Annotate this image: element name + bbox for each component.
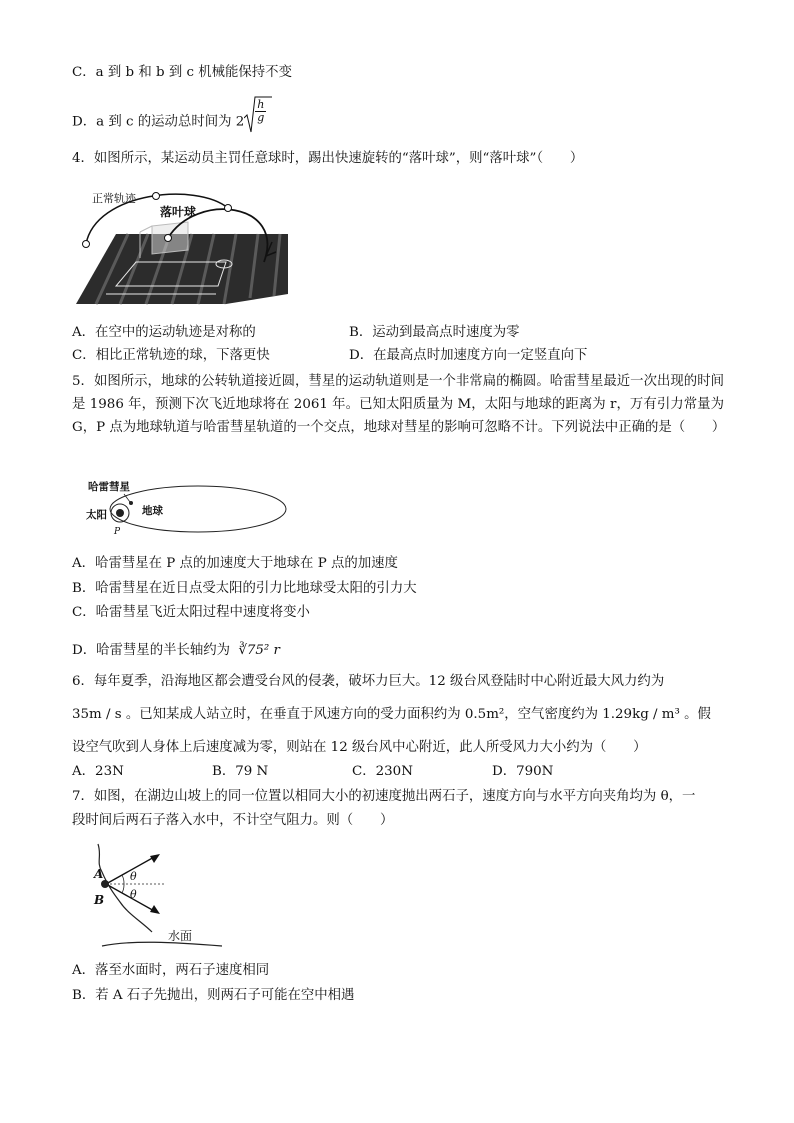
sun-icon (116, 509, 124, 517)
label-earth: 地球 (142, 505, 163, 517)
q3-option-d (72, 98, 280, 140)
q7-option-b: B．若 A 石子先抛出，则两石子可能在空中相遇 (72, 988, 355, 1003)
q5-stem: 5．如图所示，地球的公转轨道接近圆，彗星的运动轨道则是一个非常扁的椭圆。哈雷彗星最近一次出现的时间是 1986 年，预测下次飞近地球将在 2061 年。已知太阳质量为 M，太阳与地球的距离为 r，万有引力常量为 G，P 点为地球轨道与哈雷彗星轨道的一个交点，地球对彗星的影响可忽略不计。下列说法中正确的是（ ） (72, 374, 726, 435)
q4-option-a: A．在空中的运动轨迹是对称的 (72, 325, 256, 340)
water-surface-line (102, 942, 222, 946)
q4-stem: 4．如图所示，某运动员主罚任意球时，踢出快速旋转的“落叶球”，则“落叶球”（ ） (72, 151, 584, 166)
q5-option-d-text: D．哈雷彗星的半长轴约为 (72, 643, 231, 658)
q3-option-d-text: D．a 到 c 的运动总时间为 2 (72, 114, 245, 130)
q4-option-c: C．相比正常轨迹的球，下落更快 (72, 348, 270, 363)
q5-option-d (72, 640, 280, 662)
q6-line1: 6．每年夏季，沿海地区都会遭受台风的侵袭，破坏力巨大。12 级台风登陆时中心附近最大风力约为 (72, 674, 665, 689)
label-sun: 太阳 (86, 509, 107, 521)
label-theta-lower: θ (130, 888, 137, 901)
ball-icon (83, 241, 90, 248)
ball-icon (165, 235, 172, 242)
q4-option-d: D．在最高点时加速度方向一定竖直向下 (349, 348, 588, 363)
q3-option-c: C．a 到 b 和 b 到 c 机械能保持不变 (72, 65, 292, 80)
ball-icon (153, 193, 160, 200)
comet-orbit (110, 486, 286, 532)
q7-option-a: A．落至水面时，两石子速度相同 (72, 963, 270, 978)
comet-orbit-figure (84, 478, 294, 540)
q4-option-b: B．运动到最高点时速度为零 (349, 325, 520, 340)
label-a: A (94, 867, 104, 881)
sqrt-h-over-g (244, 96, 280, 132)
q6-option-c: C．230N (352, 764, 413, 779)
ball-icon (225, 205, 232, 212)
slope-line (98, 844, 152, 932)
q6-option-d: D．790N (492, 764, 554, 779)
q5-option-c: C．哈雷彗星飞近太阳过程中速度将变小 (72, 605, 310, 620)
label-comet: 哈雷彗星 (88, 481, 130, 493)
label-normal-trajectory: 正常轨迹 (92, 192, 136, 205)
q5-option-d-formula: ∛75² r (238, 643, 280, 658)
q6-option-b: B．79 N (212, 764, 269, 779)
frac-numerator: h (257, 98, 265, 111)
stone-throw-figure (72, 842, 224, 952)
q6-option-a: A．23N (72, 764, 124, 779)
frac-denominator: g (257, 111, 265, 124)
label-theta-upper: θ (130, 870, 137, 883)
label-water-surface: 水面 (168, 929, 193, 943)
soccer-field-figure (76, 182, 288, 308)
q6-line2: 35m / s 。已知某成人站立时，在垂直于风速方向的受力面积约为 0.5m²，空气密度约为 1.29kg / m³ 。假 (72, 707, 711, 722)
q7-line2: 段时间后两石子落入水中，不计空气阻力。则（ ） (72, 813, 394, 828)
launch-point (101, 880, 109, 888)
label-leaf-ball: 落叶球 (160, 205, 197, 219)
q6-line3: 设空气吹到人身体上后速度减为零，则站在 12 级台风中心附近，此人所受风力大小约为（ ） (72, 740, 647, 755)
label-p: P (114, 527, 121, 537)
q5-option-b: B．哈雷彗星在近日点受太阳的引力比地球受太阳的引力大 (72, 581, 417, 596)
q7-line1: 7．如图，在湖边山坡上的同一位置以相同大小的初速度抛出两石子，速度方向与水平方向夹角均为 θ，一 (72, 789, 696, 804)
label-b: B (94, 893, 105, 907)
q5-option-a: A．哈雷彗星在 P 点的加速度大于地球在 P 点的加速度 (72, 556, 398, 571)
